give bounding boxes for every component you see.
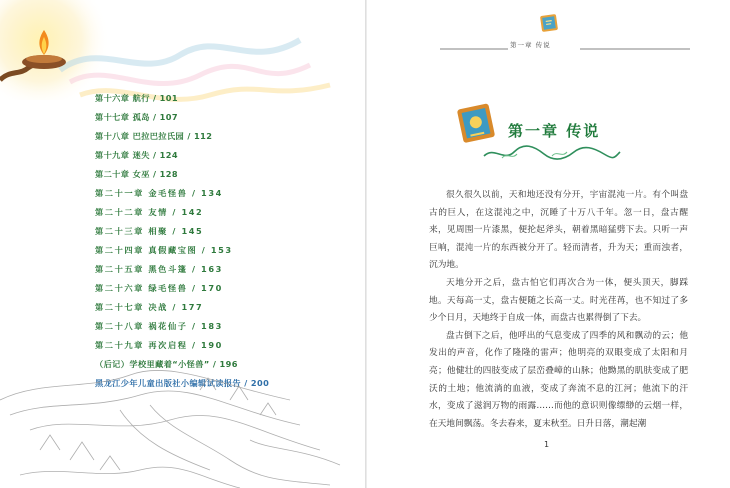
toc-entry[interactable]: 第二十八章 祸花仙子 / 183 <box>95 321 223 331</box>
toc-entry[interactable]: 第十八章 巴拉巴拉氏园 / 112 <box>95 131 213 141</box>
toc-entry[interactable]: 第二十三章 相聚 / 145 <box>95 226 204 236</box>
toc-entry[interactable]: 第二十章 女巫 / 128 <box>95 169 178 179</box>
page-number: 1 <box>544 440 550 449</box>
toc-entry-afterword[interactable]: （后记）学校里藏着“小怪兽” / 196 <box>95 359 238 369</box>
toc-entry[interactable]: 第十七章 孤岛 / 107 <box>95 112 178 122</box>
toc-entry[interactable]: 第二十二章 友情 / 142 <box>95 207 204 217</box>
toc-entry[interactable]: 第二十九章 再次启程 / 190 <box>95 340 223 350</box>
toc-entry[interactable]: 第十九章 迷失 / 124 <box>95 150 178 160</box>
header-rule <box>440 40 690 52</box>
toc-entry[interactable]: 第二十七章 决战 / 177 <box>95 302 204 312</box>
toc-entry[interactable]: 第二十六章 绿毛怪兽 / 170 <box>95 283 223 293</box>
paragraph: 盘古倒下之后，他呼出的气息变成了四季的风和飘动的云；他发出的声音，化作了隆隆的雷声；他明亮的双眼变成了太阳和月亮；他健壮的四肢变成了层峦叠嶂的山脉；他黝黑的肌肤变成了肥沃的土地；他流淌的血液，变成了奔流不息的江河；他流下的汗水，变成了滋润万物的雨露……而他的意识则像缥缈的云烟一样，在天地间飘荡。冬去春来，夏末秋至。日升日落，潮起潮 <box>429 330 688 429</box>
toc-entry[interactable]: 第十六章 航行 / 101 <box>95 93 178 103</box>
chapter-title-flourish <box>482 142 622 164</box>
toc-entry[interactable]: 第二十五章 黑色斗篷 / 163 <box>95 264 223 274</box>
table-of-contents <box>95 89 269 393</box>
toc-entry[interactable]: 第二十一章 金毛怪兽 / 134 <box>95 188 223 198</box>
landscape-sketch <box>0 370 365 488</box>
running-header: 第一章 传说 <box>510 41 551 49</box>
chapter-book-icon <box>452 98 502 148</box>
book-icon <box>538 12 560 34</box>
paragraph: 很久很久以前，天和地还没有分开，宇宙混沌一片。有个叫盘古的巨人，在这混沌之中，沉睡了十万八千年。忽一日，盘古醒来，见周围一片漆黑，便抡起斧头，朝着黑暗猛劈下去。只听一声巨响，混沌一片的东西被分开了。轻而清者，升为天；重而浊者，沉为地。 <box>429 190 688 271</box>
toc-entry[interactable]: 第二十四章 真假藏宝图 / 153 <box>95 245 233 255</box>
paragraph: 天地分开之后，盘古怕它们再次合为一体，便头顶天，脚踩地。天每高一丈，盘古便随之长高一丈。时光荏苒，也不知过了多少个日月，天地终于自成一体，而盘古也累得倒了下去。 <box>429 277 688 324</box>
chapter-title: 第一章 传说 <box>508 122 601 140</box>
chapter-body <box>429 187 688 433</box>
toc-entry-report[interactable]: 黑龙江少年儿童出版社小编辑试读报告 / 200 <box>95 378 270 388</box>
